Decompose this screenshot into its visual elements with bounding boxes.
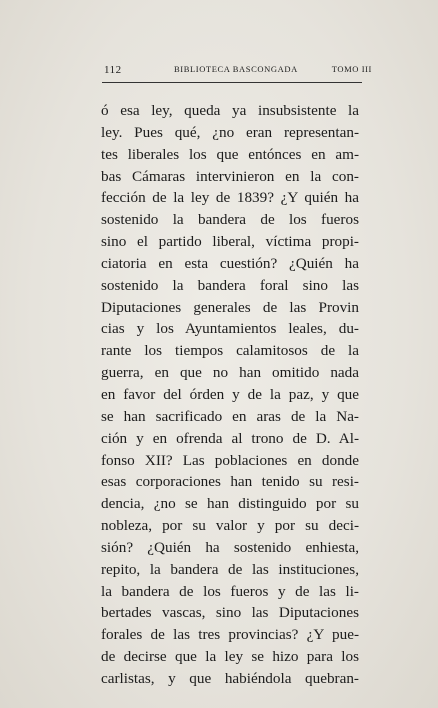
- text-line: ciatoria en esta cuestión? ¿Quién ha: [101, 254, 359, 272]
- text-line: la bandera de los fueros y de las li-: [101, 582, 359, 600]
- text-line: rante los tiempos calamitosos de la: [101, 342, 359, 360]
- text-line: nobleza, por su valor y por su deci-: [101, 517, 359, 535]
- text-line: ó esa ley, queda ya insubsistente la: [101, 102, 359, 119]
- text-line: repito, la bandera de las instituciones,: [101, 560, 359, 578]
- running-header: [104, 64, 372, 80]
- text-line: en favor del órden y de la paz, y que: [101, 385, 359, 403]
- text-line: forales de las tres provincias? ¿Y pue-: [101, 626, 359, 644]
- text-line: Diputaciones generales de las Provin: [101, 298, 359, 316]
- text-line: ción y en ofrenda al trono de D. Al-: [101, 429, 359, 447]
- text-line: de decirse que la ley se hizo para los: [101, 648, 359, 666]
- text-line: fonso XII? Las poblaciones en donde: [101, 451, 359, 469]
- text-line: sostenido la bandera foral sino las: [101, 276, 359, 294]
- body-text: [101, 100, 359, 690]
- text-line: bertades vascas, sino las Diputaciones: [101, 604, 359, 622]
- header-rule: [102, 82, 362, 83]
- text-line: cias y los Ayuntamientos leales, du-: [101, 320, 359, 338]
- text-line: se han sacrificado en aras de la Na-: [101, 407, 359, 425]
- running-title: BIBLIOTECA BASCONGADA: [174, 64, 298, 74]
- text-line: esas corporaciones han tenido su resi-: [101, 473, 359, 491]
- page-number: 112: [104, 64, 122, 76]
- text-line: fección de la ley de 1839? ¿Y quién ha: [101, 189, 359, 207]
- text-line: carlistas, y que habiéndola quebran-: [101, 669, 359, 687]
- text-line: dencia, ¿no se han distinguido por su: [101, 495, 359, 513]
- text-line: sión? ¿Quién ha sostenido enhiesta,: [101, 538, 359, 556]
- text-line: tes liberales los que entónces en am-: [101, 145, 359, 163]
- text-line: sostenido la bandera de los fueros: [101, 211, 359, 229]
- text-line: bas Cámaras intervinieron en la con-: [101, 167, 359, 185]
- volume-label: TOMO III: [331, 64, 372, 74]
- text-line: guerra, en que no han omitido nada: [101, 364, 359, 382]
- text-line: ley. Pues qué, ¿no eran representan-: [101, 123, 359, 141]
- text-line: sino el partido liberal, víctima propi-: [101, 233, 359, 251]
